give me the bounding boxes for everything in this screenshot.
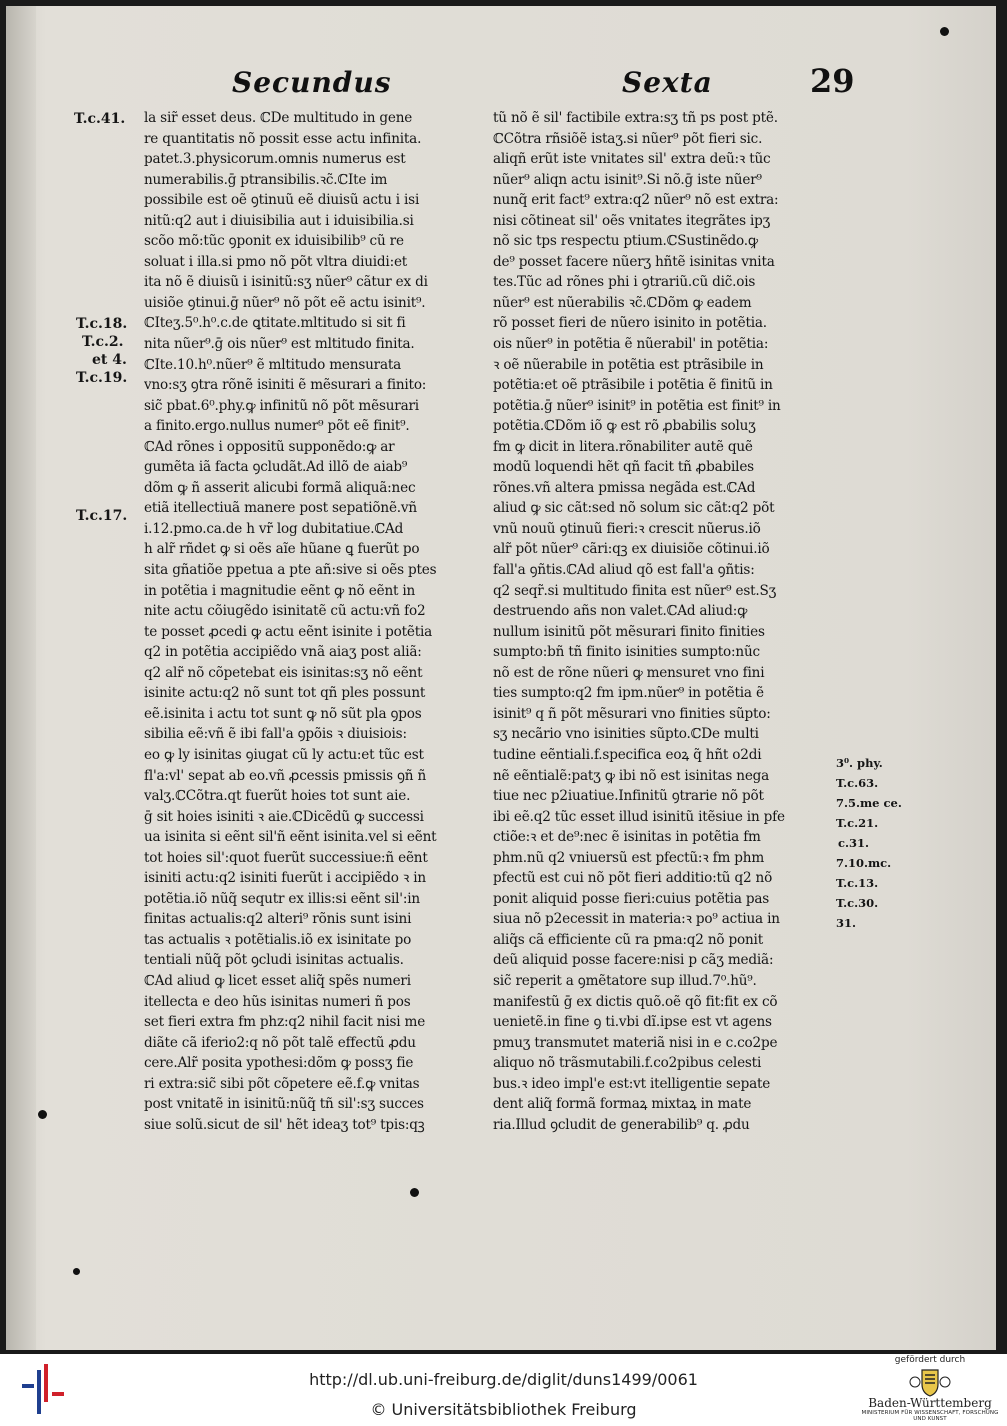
text-line: ℂIteʒ.5⁰.h⁰.c.de ꝗtitate.mltitudo si sit fi (144, 315, 406, 332)
text-line: tas actualis ꝛ potẽtialis.iõ ex isinitate po (144, 931, 412, 948)
folio-number: 29 (810, 62, 855, 100)
text-line: soluat i illa.si pmo nõ põt vltra diuidi:et (144, 253, 408, 270)
text-line: potẽtia.ℂDõm iõ ꝙ est rõ ꝓbabilis soluʒ (493, 418, 756, 435)
text-line: eẽ.isinita i actu tot sunt ꝙ nõ sũt pla ꝯpos (144, 705, 422, 722)
text-line: itellecta e deo hũs isinitas numeri ñ pos (144, 993, 411, 1010)
text-line: etiã itellectiuã manere post sepatiõnẽ.vñ (144, 500, 417, 517)
text-line: nullum isinitũ põt mẽsurari finito finities (493, 623, 765, 640)
text-line: a finito.ergo.nullus numer⁹ põt eẽ finit⁹. (144, 418, 410, 435)
text-line: nita nũer⁹.ḡ ois nũer⁹ est mltitudo finita. (144, 336, 415, 353)
text-line: ℂAd rõnes i oppositũ supponẽdo:ꝙ ar (144, 438, 395, 455)
text-line: possibile est oẽ ꝯtinuũ eẽ diuisũ actu i isi (144, 192, 420, 209)
text-line: q2 seqr̃.si multitudo finita est nũer⁹ est.Sʒ (493, 582, 777, 599)
text-line: tudine eẽntiali.f.specifica eoꝝ q̃ hñt o2di (493, 746, 762, 763)
text-line: q2 alr̃ nõ cõpetebat eis isinitas:sʒ nõ eẽnt (144, 664, 423, 681)
text-line: aliquo nõ trãsmutabili.f.co2pibus celesti (493, 1055, 762, 1072)
text-line: rõ posset fieri de nũero isinito in potẽtia. (493, 315, 767, 332)
text-line: h alr̃ rñdet ꝙ si oẽs aĩe hũane ꝗ fuerũt po (144, 541, 420, 558)
text-line: phm.nũ q2 vniuersũ est pfectũ:ꝛ fm phm (493, 849, 765, 866)
text-line: ℂCõtra rñsiõẽ istaʒ.si nũer⁹ põt fieri sic. (493, 130, 763, 147)
text-line: pmuʒ transmutet materiã nisi in e c.co2pe (493, 1034, 778, 1051)
text-line: ḡ sit hoies isiniti ꝛ aie.ℂDicẽdũ ꝙ successi (144, 808, 424, 825)
text-line: tiue nec p2iuatiue.Infinitũ ꝯtrarie nõ põt (493, 788, 764, 805)
text-line: siua nõ p2ecessit in materia:ꝛ po⁹ actiua in (493, 911, 780, 928)
margin-note: T.c.18. (76, 316, 128, 332)
text-line: potẽtia:et oẽ ptrãsibile i potẽtia ẽ finitũ in (493, 377, 773, 394)
text-line: potẽtia.iõ nũq̃ sequtr ex illis:si eẽnt sil':in (144, 890, 420, 907)
text-line: in potẽtia i magnitudie eẽnt ꝙ nõ eẽnt in (144, 582, 416, 599)
text-line: nõ sic tps respectu ptium.ℂSustinẽdo.ꝙ (493, 233, 758, 250)
text-line: eo ꝙ ly isinitas ꝯiugat cũ ly actu:et tũc est (144, 746, 424, 763)
text-line: numerabilis.ḡ ptransibilis.ꝛc̃.ℂIte im (144, 171, 388, 188)
text-line: dõm ꝙ ñ asserit alicubi formã aliquã:nec (144, 479, 416, 496)
text-line: ties sumpto:q2 fm ipm.nũer⁹ in potẽtia ẽ (493, 685, 764, 702)
text-line: nũer⁹ est nũerabilis ꝛc̃.ℂDõm ꝙ eadem (493, 294, 752, 311)
document-url-link[interactable]: http://dl.ub.uni-freiburg.de/diglit/duns1499/0061 (309, 1370, 698, 1389)
text-line: nitũ:q2 aut i diuisibilia aut i iduisibilia.si (144, 212, 414, 229)
sponsor-ministry-name: MINISTERIUM FÜR WISSENSCHAFT, FORSCHUNG UND KUNST (861, 1410, 999, 1422)
text-line: ua isinita si eẽnt sil'ñ eẽnt isinita.vel si eẽnt (144, 829, 437, 846)
text-line: aliud ꝙ sic cãt:sed nõ solum sic cãt:q2 põt (493, 500, 775, 517)
text-line: isinit⁹ q ñ põt mẽsurari vno finities sũpto: (493, 705, 771, 722)
text-line: nõ est de rõne nũeri ꝙ mensuret vno fini (493, 664, 765, 681)
text-line: sic̃ pbat.6⁰.phy.ꝙ infinitũ nõ põt mẽsurari (144, 397, 419, 414)
text-line: cere.Alr̃ posita ypothesi:dõm ꝙ possʒ fie (144, 1055, 414, 1072)
text-line: post vnitatẽ in isinitũ:nũq̃ tñ sil':sʒ succes (144, 1096, 424, 1113)
text-line: sumpto:bñ tñ finito isinities sumpto:nũc (493, 644, 760, 661)
margin-note: T.c.13. (836, 876, 879, 890)
text-line: ℂAd aliud ꝙ licet esset aliq̃ spẽs numeri (144, 972, 411, 989)
text-line: ponit aliquid posse fieri:cuius potẽtia pas (493, 890, 770, 907)
text-line: vno:sʒ ꝯtra rõnẽ isiniti ẽ mẽsurari a finito: (144, 377, 427, 394)
text-line: diãte cã iferio2:q nõ põt talẽ effectũ ꝓdu (144, 1034, 416, 1051)
binding-hole (410, 1188, 419, 1197)
margin-note: 3⁰. phy. (836, 756, 883, 770)
text-line: uisiõe ꝯtinui.ḡ nũer⁹ nõ põt eẽ actu isinit⁹. (144, 294, 426, 311)
text-line: siue solũ.sicut de sil' hẽt ideaʒ tot⁹ tpis:qꝫ (144, 1116, 425, 1133)
text-line: ꝛ oẽ nũerabile in potẽtia est ptrãsibile in (493, 356, 764, 373)
margin-note: T.c.2. (82, 334, 124, 350)
text-line: te posset ꝓcedi ꝙ actu eẽnt isinite i potẽtia (144, 623, 433, 640)
text-line: nunq̃ erit fact⁹ extra:q2 nũer⁹ nõ est extra: (493, 192, 779, 209)
text-line: sic̃ reperit a ꝯmẽtatore sup illud.7⁰.hũ⁹. (493, 972, 757, 989)
text-line: finitas actualis:q2 alteri⁹ rõnis sunt isini (144, 911, 412, 928)
text-line: sita gñatiõe ppetua a pte añ:sive si oẽs ptes (144, 562, 437, 579)
text-line: alr̃ põt nũer⁹ cãri:qꝫ ex diuisiõe cõtinui.iõ (493, 541, 770, 558)
text-line: fall'a ꝯñtis.ℂAd aliud qõ est fall'a ꝯñtis: (493, 562, 755, 579)
text-line: aliqñ erũt iste vnitates sil' extra deũ:ꝛ tũc (493, 151, 771, 168)
margin-note: 7.5.me ce. (836, 796, 902, 810)
text-line: i.12.pmo.ca.de h vr̃ log dubitatiue.ℂAd (144, 520, 404, 537)
text-line: deũ aliquid posse facere:nisi p cãʒ mediã: (493, 952, 774, 969)
left-text-column (144, 108, 484, 1135)
text-line: ita nõ ẽ diuisũ i isinitũ:sʒ nũer⁹ cãtur ex di (144, 274, 428, 291)
text-line: ri extra:sic̃ sibi põt cõpetere eẽ.f.ꝙ vnitas (144, 1075, 420, 1092)
margin-note: 31. (836, 916, 857, 930)
text-line: rõnes.vñ altera pmissa negãda est.ℂAd (493, 479, 756, 496)
text-line: nite actu cõiugẽdo isinitatẽ cũ actu:vñ fo2 (144, 603, 426, 620)
running-head-left: Secundus (232, 66, 392, 99)
text-line: ois nũer⁹ in potẽtia ẽ nũerabil' in potẽtia: (493, 336, 769, 353)
sponsor-block (855, 1355, 1005, 1422)
margin-note: T.c.19. (76, 370, 128, 386)
text-line: set fieri extra fm phz:q2 nihil facit nisi me (144, 1014, 426, 1031)
text-line: nisi cõtineat sil' oẽs vnitates itegrãtes ipʒ (493, 212, 771, 229)
text-line: potẽtia.ḡ nũer⁹ isinit⁹ in potẽtia est finit⁹ in (493, 397, 781, 414)
text-line: q2 in potẽtia accipiẽdo vnã aiaʒ post aliã: (144, 644, 422, 661)
text-line: gumẽta iã facta ꝯcludãt.Ad illõ de aiab⁹ (144, 459, 408, 476)
text-line: isiniti actu:q2 isiniti fuerũt i accipiẽdo ꝛ in (144, 870, 426, 887)
text-line: patet.3.physicorum.omnis numerus est (144, 151, 406, 168)
sponsor-state-name: Baden-Württemberg (868, 1396, 992, 1410)
text-line: isinite actu:q2 nõ sunt tot qñ ples possunt (144, 685, 426, 702)
margin-note: T.c.17. (76, 508, 128, 524)
text-line: uenietẽ.in fine ꝯ ti.vbi dĩ.ipse est vt agens (493, 1014, 772, 1031)
margin-note: T.c.41. (74, 111, 126, 127)
text-line: scõo mõ:tũc ꝯponit ex iduisibilib⁹ cũ re (144, 233, 404, 250)
text-line: vnũ nouũ ꝯtinuũ fieri:ꝛ crescit nũerus.iõ (493, 520, 761, 537)
text-line: nũer⁹ aliqn actu isinit⁹.Si nõ.ḡ iste nũer⁹ (493, 171, 762, 188)
text-line: re quantitatis nõ possit esse actu infinita. (144, 130, 422, 147)
text-line: tes.Tũc ad rõnes phi i ꝯtrariũ.cũ dic̃.ois (493, 274, 756, 291)
margin-note: 7.10.mc. (836, 856, 892, 870)
sponsor-caption: gefördert durch (894, 1355, 966, 1365)
text-line: bus.ꝛ ideo impl'e est:vt itelligentie sepate (493, 1075, 771, 1092)
text-line: ria.Illud ꝯcludit de generabilib⁹ q. ꝓdu (493, 1116, 750, 1133)
text-line: valʒ.ℂCõtra.qt fuerũt hoies tot sunt aie. (144, 788, 411, 805)
text-line: sibilia eẽ:vñ ẽ ibi fall'a ꝯpõis ꝛ diuisiois: (144, 726, 407, 743)
margin-note: c.31. (838, 836, 870, 850)
text-line: de⁹ posset facere nũerʒ hñtẽ isinitas vnita (493, 253, 775, 270)
text-line: destruendo añs non valet.ℂAd aliud:ꝙ (493, 603, 748, 620)
binding-hole (940, 27, 949, 36)
text-line: ibi eẽ.q2 tũc esset illud isinitũ itẽsiue in pfe (493, 808, 785, 825)
text-line: tot hoies sil':quot fuerũt successiue:ñ eẽnt (144, 849, 428, 866)
text-line: sʒ necãrio vno isinities sũpto.ℂDe multi (493, 726, 759, 743)
binding-hole (38, 1110, 47, 1119)
text-line: tentiali nũq̃ põt ꝯcludi isinitas actualis. (144, 952, 404, 969)
text-line: dent aliq̃ formã formaꝝ mixtaꝝ in mate (493, 1096, 752, 1113)
text-line: aliq̃s cã efficiente cũ ra pma:q2 nõ ponit (493, 931, 763, 948)
margin-note: T.c.63. (836, 776, 879, 790)
running-head-right: Sexta (622, 66, 713, 99)
text-line: ℂIte.10.h⁰.nũer⁹ ẽ mltitudo mensurata (144, 356, 402, 373)
margin-note: et 4. (92, 352, 127, 368)
right-text-column (493, 108, 831, 1135)
margin-note: T.c.30. (836, 896, 879, 910)
state-crest-icon (908, 1367, 952, 1397)
text-line: pfectũ est cui nõ põt fieri additio:tũ q2 nõ (493, 870, 773, 887)
copyright-notice: © Universitätsbibliothek Freiburg (370, 1400, 637, 1419)
text-line: manifestũ ḡ ex dictis quõ.oẽ qõ fit:fit ex cõ (493, 993, 778, 1010)
text-line: modũ loquendi hẽt qñ facit tñ ꝓbabiles (493, 459, 754, 476)
binding-hole (73, 1268, 80, 1275)
text-line: nẽ eẽntialẽ:patʒ ꝙ ibi nõ est isinitas nega (493, 767, 770, 784)
margin-note: T.c.21. (836, 816, 879, 830)
text-line: fm ꝙ dicit in litera.rõnabiliter autẽ quẽ (493, 438, 753, 455)
text-line: fl'a:vl' sepat ab eo.vñ ꝓcessis pmissis ꝯñ ñ (144, 767, 427, 784)
page-gutter (6, 6, 36, 1350)
text-line: ctiõe:ꝛ et de⁹:nec ẽ isinitas in potẽtia fm (493, 829, 761, 846)
text-line: tũ nõ ẽ sil' factibile extra:sʒ tñ ps post ptẽ. (493, 110, 778, 126)
text-line: la sir̃ esset deus. ℂDe multitudo in gene (144, 110, 413, 126)
